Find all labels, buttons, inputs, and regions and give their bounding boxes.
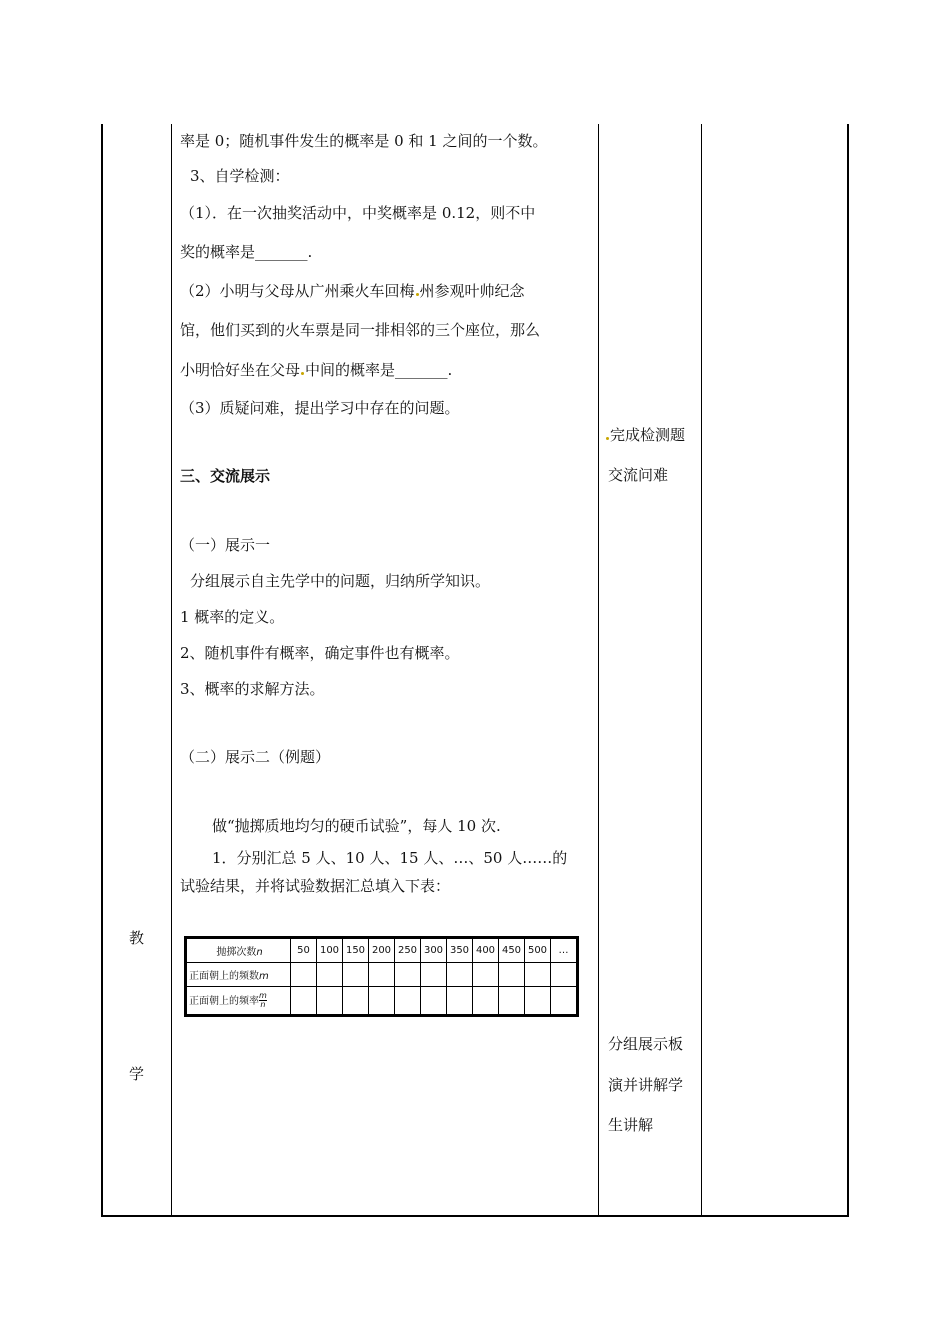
example-line-3: 试验结果，并将试验数据汇总填入下表： xyxy=(180,877,451,895)
column-header: 400 xyxy=(473,939,499,963)
column-header: … xyxy=(551,939,577,963)
self-test-heading: 3、自学检测： xyxy=(190,167,290,185)
table-cell xyxy=(343,963,369,987)
mark-dot xyxy=(301,372,304,375)
show-1-item-3: 3、概率的求解方法。 xyxy=(180,680,325,698)
column-divider-3 xyxy=(701,124,702,1215)
table-cell xyxy=(447,963,473,987)
column-header: 450 xyxy=(499,939,525,963)
column-header: 50 xyxy=(291,939,317,963)
table-cell xyxy=(447,987,473,1015)
table-cell xyxy=(343,987,369,1015)
question-2-line-3 xyxy=(180,360,452,380)
note-complete-test: 完成检测题 xyxy=(605,425,685,445)
table-cell xyxy=(369,987,395,1015)
show-1-item-2: 2、随机事件有概率，确定事件也有概率。 xyxy=(180,644,460,662)
question-2-line-3-part-a: 小明恰好坐在父母 xyxy=(180,361,301,379)
table-cell xyxy=(551,963,577,987)
column-header: 150 xyxy=(343,939,369,963)
probability-range-text: 率是 0；随机事件发生的概率是 0 和 1 之间的一个数。 xyxy=(180,132,548,150)
question-2-line-2: 馆，他们买到的火车票是同一排相邻的三个座位，那么 xyxy=(180,321,541,339)
question-1-line-1: （1）．在一次抽奖活动中，中奖概率是 0.12，则不中 xyxy=(180,204,536,222)
table-cell xyxy=(291,963,317,987)
example-line-1: 做“抛掷质地均匀的硬币试验”，每人 10 次. xyxy=(212,817,501,835)
toss-count-label: 抛掷次数n xyxy=(187,939,291,963)
left-label-xue: 学 xyxy=(129,1065,145,1083)
column-header: 300 xyxy=(421,939,447,963)
show-2-heading: （二）展示二（例题） xyxy=(180,748,331,766)
question-2-line-1 xyxy=(180,281,525,301)
fraction-m-over-n: $\frac{m}{n}$ xyxy=(259,991,267,1010)
table-cell xyxy=(421,963,447,987)
note-group-show-3: 生讲解 xyxy=(608,1116,654,1134)
left-label-jiao: 教 xyxy=(129,929,145,947)
table-cell xyxy=(473,987,499,1015)
note-exchange-questions: 交流问难 xyxy=(608,466,669,484)
column-header: 500 xyxy=(525,939,551,963)
table-cell xyxy=(525,963,551,987)
table-cell xyxy=(499,963,525,987)
column-header: 250 xyxy=(395,939,421,963)
note-group-show-2: 演并讲解学 xyxy=(608,1076,684,1094)
table-row-heads-count xyxy=(187,963,577,987)
column-divider-2 xyxy=(598,124,599,1215)
table-cell xyxy=(421,987,447,1015)
table-cell xyxy=(473,963,499,987)
heads-count-label: 正面朝上的频数m xyxy=(187,963,291,987)
table-cell xyxy=(525,987,551,1015)
column-header: 100 xyxy=(317,939,343,963)
column-header: 350 xyxy=(447,939,473,963)
column-header: 200 xyxy=(369,939,395,963)
table-cell xyxy=(291,987,317,1015)
table-row-toss-count xyxy=(187,939,577,963)
table-cell xyxy=(499,987,525,1015)
table-row-heads-frequency xyxy=(187,987,577,1015)
table-cell xyxy=(369,963,395,987)
table-cell xyxy=(317,963,343,987)
frequency-table xyxy=(184,936,579,1017)
question-2-line-3-part-b: 中间的概率是_______. xyxy=(305,361,453,379)
section-3-heading: 三、交流展示 xyxy=(180,467,271,485)
note-group-show-1: 分组展示板 xyxy=(608,1035,684,1053)
column-divider-1 xyxy=(171,124,172,1215)
show-1-intro: 分组展示自主先学中的问题，归纳所学知识。 xyxy=(190,572,491,590)
table-cell xyxy=(395,987,421,1015)
question-2-line-1-part-a: （2）小明与父母从广州乘火车回梅 xyxy=(180,282,415,300)
table-cell xyxy=(317,987,343,1015)
table-cell xyxy=(395,963,421,987)
question-2-line-1-part-b: 州参观叶帅纪念 xyxy=(419,282,525,300)
show-1-heading: （一）展示一 xyxy=(180,536,271,554)
question-3: （3）质疑问难，提出学习中存在的问题。 xyxy=(180,399,460,417)
question-1-line-2: 奖的概率是_______. xyxy=(180,243,313,261)
mark-dot xyxy=(606,437,609,440)
table-cell xyxy=(551,987,577,1015)
show-1-item-1: 1 概率的定义。 xyxy=(180,608,285,626)
example-line-2: 1．分别汇总 5 人、10 人、15 人、…、50 人……的 xyxy=(212,849,568,867)
heads-frequency-label: 正面朝上的频率 $\frac{m}{n}$ xyxy=(187,987,291,1015)
mark-dot xyxy=(416,293,419,296)
